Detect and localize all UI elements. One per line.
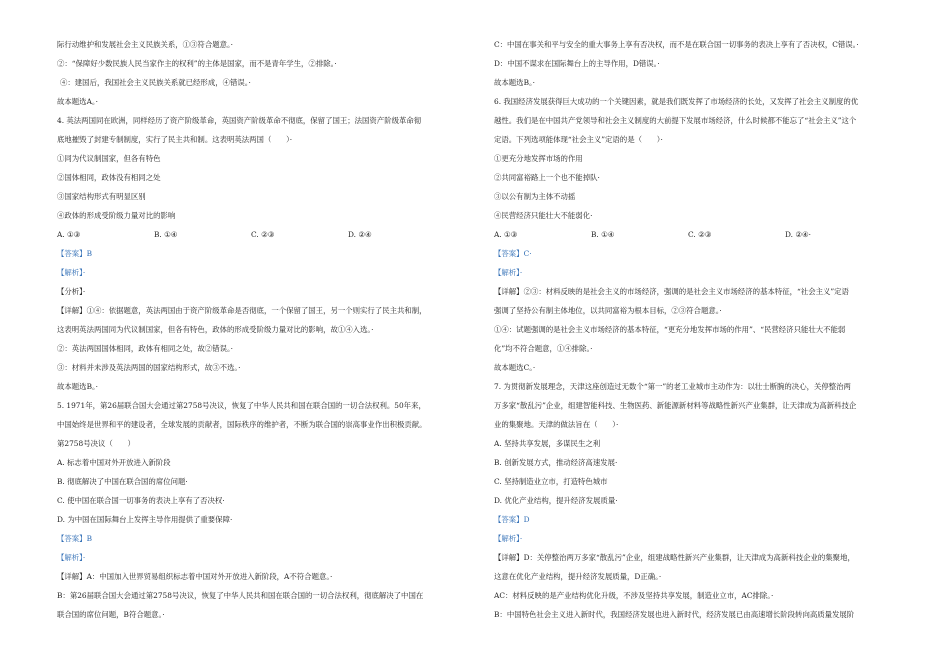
question-4-stem: 4. 英法两国同在欧洲，同样经历了资产阶级革命，英国资产阶级革命不彻底，保留了国王；法国资产阶级革命彻 bbox=[57, 116, 422, 125]
question-5-stem: 中国始终是世界和平的建设者，全球发展的贡献者，国际秩序的维护者，不断为联合国的崇高事业作出积极贡献。 bbox=[57, 420, 427, 429]
analysis-tag: 【解析】· bbox=[57, 268, 86, 277]
question-4-stem: 底地摧毁了封建专制制度，实行了民主共和制。这表明英法两国（ ）· bbox=[57, 135, 293, 144]
question-6-stem: 定语。下列选项能体现“社会主义”定语的是（ ）· bbox=[494, 135, 663, 144]
option-b: B. 创新发展方式，推动经济高速发展· bbox=[494, 458, 618, 467]
question-6-options bbox=[494, 230, 882, 240]
statement: ①同为代议制国家，但各有特色 bbox=[57, 154, 161, 163]
question-5-stem: 5. 1971年，第26届联合国大会通过第2758号决议，恢复了中华人民共和国在联合国的一切合法权利。50年来， bbox=[57, 401, 426, 410]
question-7-stem: 7. 为贯彻新发展理念，天津这座创造过无数个“第一”的老工业城市主动作为：以壮士断腕的决心，关停整治两 bbox=[494, 382, 851, 391]
option-a: A. ①③ bbox=[494, 230, 518, 239]
question-5-stem: 第2758号决议（ ） bbox=[57, 439, 135, 448]
answer-tag: 【答案】C· bbox=[494, 249, 532, 258]
statement: ④民营经济只能壮大不能弱化· bbox=[494, 211, 593, 220]
option-b: B. ①④ bbox=[591, 230, 615, 239]
text-line: D：中国不谋求在国际舞台上的主导作用，D错误。· bbox=[494, 59, 660, 68]
statement: ③国家结构形式有明显区别 bbox=[57, 192, 146, 201]
analysis-tag: 【解析】· bbox=[57, 553, 86, 562]
question-6-stem: 越性。我们是在中国共产党领导和社会主义制度的大前提下发展市场经济，什么时候都不能忘了“社会主义”这个 bbox=[494, 116, 857, 125]
text-line: 故本题选B。· bbox=[57, 382, 99, 391]
text-line: ②：“保障好少数民族人民当家作主的权利”的主体是国家，而不是青年学生，②排除。· bbox=[57, 59, 337, 68]
explanation-line: B：中国特色社会主义进入新时代，我国经济发展也进入新时代，经济发展已由高速增长阶段转向高质量发展阶 bbox=[494, 610, 855, 619]
option-a: A. 坚持共享发展，多谋民生之利 bbox=[494, 439, 601, 448]
explanation-line: ①④：试题强调的是社会主义市场经济的基本特征，“更充分地发挥市场的作用”、“民营经济只能壮大不能弱 bbox=[494, 325, 846, 334]
option-a: A. 标志着中国对外开放进入新阶段 bbox=[57, 458, 171, 467]
question-7-stem: 万多家“散乱污”企业，组建智能科技、生物医药、新能源新材料等战略性新兴产业集群，让天津成为高新科技企 bbox=[494, 401, 857, 410]
text-line: 故本题选B。· bbox=[494, 78, 536, 87]
statement: ④政体的形成受阶级力量对比的影响 bbox=[57, 211, 176, 220]
explanation-line: 这意在优化产业结构，提升经济发展质量，D正确。· bbox=[494, 572, 662, 581]
explanation-line: 【详解】①④：依据题意，英法两国由于资产阶级革命是否彻底，一个保留了国王，另一个则实行了民主共和制， bbox=[57, 306, 427, 315]
option-d: D. 为中国在国际舞台上发挥主导作用提供了重要保障· bbox=[57, 515, 233, 524]
option-a: A. ①③ bbox=[57, 230, 81, 239]
statement: ②国体相同，政体没有相同之处 bbox=[57, 173, 161, 182]
explanation-line: 【详解】②③：材料反映的是社会主义的市场经济，强调的是社会主义市场经济的基本特征，“社会主义”定语 bbox=[494, 287, 849, 296]
explanation-line: B：第26届联合国大会通过第2758号决议，恢复了中华人民共和国在联合国的一切合法权利，彻底解决了中国在 bbox=[57, 591, 424, 600]
option-d: D. ②④· bbox=[785, 230, 811, 239]
option-b: B. ①④ bbox=[154, 230, 178, 239]
option-d: D. 优化产业结构，提升经济发展质量· bbox=[494, 496, 618, 505]
answer-tag: 【答案】B bbox=[57, 534, 92, 543]
explanation-line: ③：材料并未涉及英法两国的国家结构形式，故③不选。· bbox=[57, 363, 241, 372]
explanation-line: 【详解】D：关停整治两万多家“散乱污”企业，组建战略性新兴产业集群，让天津成为高新科技企业的集聚地， bbox=[494, 553, 855, 562]
answer-tag: 【答案】D bbox=[494, 515, 530, 524]
option-d: D. ②④ bbox=[348, 230, 372, 239]
answer-line bbox=[57, 249, 92, 259]
explanation-line: 强调了坚持公有制主体地位，以共同富裕为根本目标，②③符合题意。· bbox=[494, 306, 722, 315]
explanation-line: 这表明英法两国同为代议制国家，但各有特色，政体的形成受阶级力量对比的影响，故①④入选。· bbox=[57, 325, 374, 334]
explanation-line: ②：英法两国国体相同，政体有相同之处，故②错误。· bbox=[57, 344, 234, 353]
answer-tag: 【答案】B bbox=[57, 249, 92, 258]
option-c: C. ②③ bbox=[251, 230, 275, 239]
statement: ②共同富裕路上一个也不能掉队· bbox=[494, 173, 600, 182]
section-tag: 【分析】· bbox=[57, 287, 86, 296]
analysis-tag: 【解析】· bbox=[494, 268, 523, 277]
option-c: C. 坚持制造业立市，打造特色城市 bbox=[494, 477, 608, 486]
explanation-line: 【详解】A：中国加入世界贸易组织标志着中国对外开放进入新阶段，A不符合题意。· bbox=[57, 572, 333, 581]
text-line: 故本题选A。· bbox=[57, 97, 98, 106]
explanation-line: AC：材料反映的是产业结构优化升级，不涉及坚持共享发展，制造业立市，AC排除。· bbox=[494, 591, 774, 600]
question-7-stem: 业的集聚地。天津的做法旨在（ ）· bbox=[494, 420, 619, 429]
explanation-line: 联合国的席位问题，B符合题意。· bbox=[57, 610, 165, 619]
text-line: 际行动维护和发展社会主义民族关系，①③符合题意。· bbox=[57, 40, 234, 49]
statement: ③以公有制为主体不动摇 bbox=[494, 192, 576, 201]
statement: ①更充分地发挥市场的作用 bbox=[494, 154, 583, 163]
explanation-line: 化”均不符合题意，①④排除。· bbox=[494, 344, 593, 353]
analysis-tag: 【解析】· bbox=[494, 534, 523, 543]
text-line: ④：建国后，我国社会主义民族关系就已经形成，④错误。· bbox=[60, 78, 251, 87]
question-6-stem: 6. 我国经济发展获得巨大成功的一个关键因素，就是我们既发挥了市场经济的长处，又发挥了社会主义制度的优 bbox=[494, 97, 859, 106]
option-b: B. 彻底解决了中国在联合国的席位问题· bbox=[57, 477, 188, 486]
option-c: C. 使中国在联合国一切事务的表决上享有了否决权· bbox=[57, 496, 225, 505]
option-c: C. ②③ bbox=[688, 230, 712, 239]
text-line: C：中国在事关和平与安全的重大事务上享有否决权，而不是在联合国一切事务的表决上享有了否决权，C错误。· bbox=[494, 40, 859, 49]
text-line: 故本题选C。· bbox=[494, 363, 536, 372]
question-4-options bbox=[57, 230, 445, 240]
